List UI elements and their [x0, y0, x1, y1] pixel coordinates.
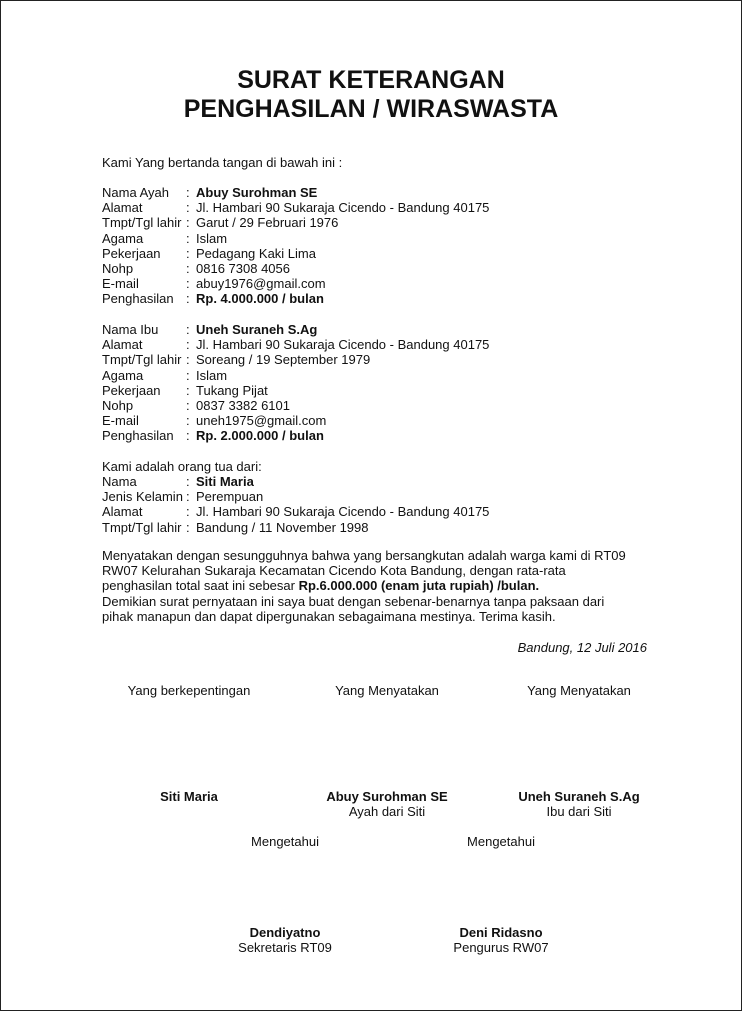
- signatory-name-ayah: Abuy Surohman SE: [326, 789, 448, 804]
- signature-label-berkepentingan: Yang berkepentingan: [127, 683, 251, 698]
- field-label: Nama Ibu: [102, 322, 159, 337]
- field-value: Rp. 2.000.000 / bulan: [196, 428, 324, 444]
- signatory-role-rt: Sekretaris RT09: [238, 940, 332, 955]
- signatory-role-ayah: Ayah dari Siti: [348, 804, 426, 819]
- field-colon: :: [186, 504, 190, 520]
- statement-text: penghasilan total saat ini sebesar: [102, 578, 299, 594]
- signatory-name-rt: Dendiyatno: [249, 925, 321, 940]
- field-value: Islam: [196, 230, 228, 246]
- statement-line: [102, 578, 662, 593]
- field-label: E-mail: [102, 413, 139, 429]
- field-row: [102, 291, 489, 306]
- statement-line: Demikian surat pernyataan ini saya buat dengan sebenar-benarnya tanpa paksaan dari: [102, 593, 605, 609]
- signatory-name-rw: Deni Ridasno: [459, 925, 543, 940]
- field-colon: :: [186, 397, 190, 413]
- field-label: Pekerjaan: [102, 382, 161, 398]
- anak-section: [102, 474, 489, 535]
- statement-line: pihak manapun dan dapat dipergunakan sebagaimana mestinya. Terima kasih.: [102, 608, 556, 624]
- field-label: Agama: [102, 230, 144, 246]
- field-row: [102, 261, 489, 276]
- field-value: 0837 3382 6101: [196, 397, 290, 413]
- signature-label-mengetahui-rw: Mengetahui: [467, 834, 535, 849]
- field-label: Nohp: [102, 397, 134, 413]
- signature-label-mengetahui-rt: Mengetahui: [251, 834, 319, 849]
- field-colon: :: [186, 185, 190, 200]
- field-value: Tukang Pijat: [196, 382, 268, 398]
- signature-label-menyatakan-ayah: Yang Menyatakan: [335, 683, 439, 698]
- field-colon: :: [186, 291, 190, 307]
- field-row: [102, 215, 489, 230]
- field-label: Pekerjaan: [102, 245, 161, 261]
- field-value: Rp. 4.000.000 / bulan: [196, 291, 324, 307]
- document-title-line2: PENGHASILAN / WIRASWASTA: [183, 95, 559, 123]
- field-value: Uneh Suraneh S.Ag: [196, 322, 318, 337]
- field-colon: :: [186, 474, 190, 489]
- field-colon: :: [186, 428, 190, 444]
- field-row: [102, 413, 489, 428]
- signature-label-menyatakan-ibu: Yang Menyatakan: [527, 683, 631, 698]
- field-value: 0816 7308 4056: [196, 260, 290, 276]
- field-label: Agama: [102, 367, 144, 383]
- field-colon: :: [186, 352, 190, 368]
- field-value: abuy1976@gmail.com: [196, 276, 326, 292]
- field-colon: :: [186, 519, 190, 535]
- field-value: Soreang / 19 September 1979: [196, 352, 371, 368]
- field-label: Tmpt/Tgl lahir: [102, 352, 182, 368]
- field-row: [102, 504, 489, 519]
- field-colon: :: [186, 489, 190, 505]
- field-row: [102, 246, 489, 261]
- field-row: [102, 322, 489, 337]
- field-value: Jl. Hambari 90 Sukaraja Cicendo - Bandung 40175: [196, 337, 490, 353]
- field-row: [102, 474, 489, 489]
- field-label: Alamat: [102, 337, 143, 353]
- field-value: Siti Maria: [196, 474, 254, 489]
- field-colon: :: [186, 215, 190, 231]
- anak-intro-text: Kami adalah orang tua dari:: [102, 459, 262, 474]
- field-row: [102, 276, 489, 291]
- field-colon: :: [186, 367, 190, 383]
- field-label: Tmpt/Tgl lahir: [102, 519, 182, 535]
- field-value: Bandung / 11 November 1998: [196, 519, 369, 535]
- field-row: [102, 489, 489, 504]
- field-label: Nama Ayah: [102, 185, 169, 200]
- field-value: Abuy Surohman SE: [196, 185, 318, 200]
- field-row: [102, 200, 489, 215]
- field-value: Perempuan: [196, 489, 264, 505]
- statement-line: RW07 Kelurahan Sukaraja Kecamatan Cicendo Kota Bandung, dengan rata-rata: [102, 563, 566, 579]
- field-colon: :: [186, 382, 190, 398]
- field-row: [102, 383, 489, 398]
- field-colon: :: [186, 260, 190, 276]
- ibu-section: [102, 322, 489, 444]
- signatory-name-anak: Siti Maria: [160, 789, 218, 804]
- place-date: Bandung, 12 Juli 2016: [517, 640, 647, 655]
- field-colon: :: [186, 230, 190, 246]
- field-colon: :: [186, 200, 190, 216]
- field-label: Alamat: [102, 200, 143, 216]
- signatory-role-rw: Pengurus RW07: [453, 940, 549, 955]
- field-value: Pedagang Kaki Lima: [196, 245, 316, 261]
- statement-paragraph: [102, 548, 662, 624]
- document-title-line1: SURAT KETERANGAN: [237, 66, 505, 94]
- intro-text: Kami Yang bertanda tangan di bawah ini :: [102, 155, 343, 170]
- field-label: Nohp: [102, 260, 134, 276]
- signatory-role-ibu: Ibu dari Siti: [546, 804, 612, 819]
- total-income: Rp.6.000.000 (enam juta rupiah) /bulan.: [298, 578, 540, 594]
- field-value: Islam: [196, 367, 228, 383]
- field-value: Jl. Hambari 90 Sukaraja Cicendo - Bandung 40175: [196, 504, 490, 520]
- field-row: [102, 231, 489, 246]
- field-label: Jenis Kelamin: [102, 489, 183, 505]
- statement-line: Menyatakan dengan sesungguhnya bahwa yang bersangkutan adalah warga kami di RT09: [102, 548, 626, 563]
- field-value: uneh1975@gmail.com: [196, 413, 327, 429]
- field-label: Tmpt/Tgl lahir: [102, 215, 182, 231]
- field-colon: :: [186, 276, 190, 292]
- field-colon: :: [186, 322, 190, 337]
- field-colon: :: [186, 245, 190, 261]
- field-colon: :: [186, 413, 190, 429]
- field-label: Penghasilan: [102, 428, 174, 444]
- field-row: [102, 398, 489, 413]
- signatory-name-ibu: Uneh Suraneh S.Ag: [518, 789, 640, 804]
- field-value: Garut / 29 Februari 1976: [196, 215, 339, 231]
- field-row: [102, 428, 489, 443]
- field-row: [102, 368, 489, 383]
- field-value: Jl. Hambari 90 Sukaraja Cicendo - Bandung 40175: [196, 200, 490, 216]
- field-row: [102, 352, 489, 367]
- field-row: [102, 520, 489, 535]
- field-colon: :: [186, 337, 190, 353]
- field-label: E-mail: [102, 276, 139, 292]
- field-row: [102, 337, 489, 352]
- field-label: Penghasilan: [102, 291, 174, 307]
- field-label: Alamat: [102, 504, 143, 520]
- field-row: [102, 185, 489, 200]
- field-label: Nama: [102, 474, 137, 489]
- ayah-section: [102, 185, 489, 307]
